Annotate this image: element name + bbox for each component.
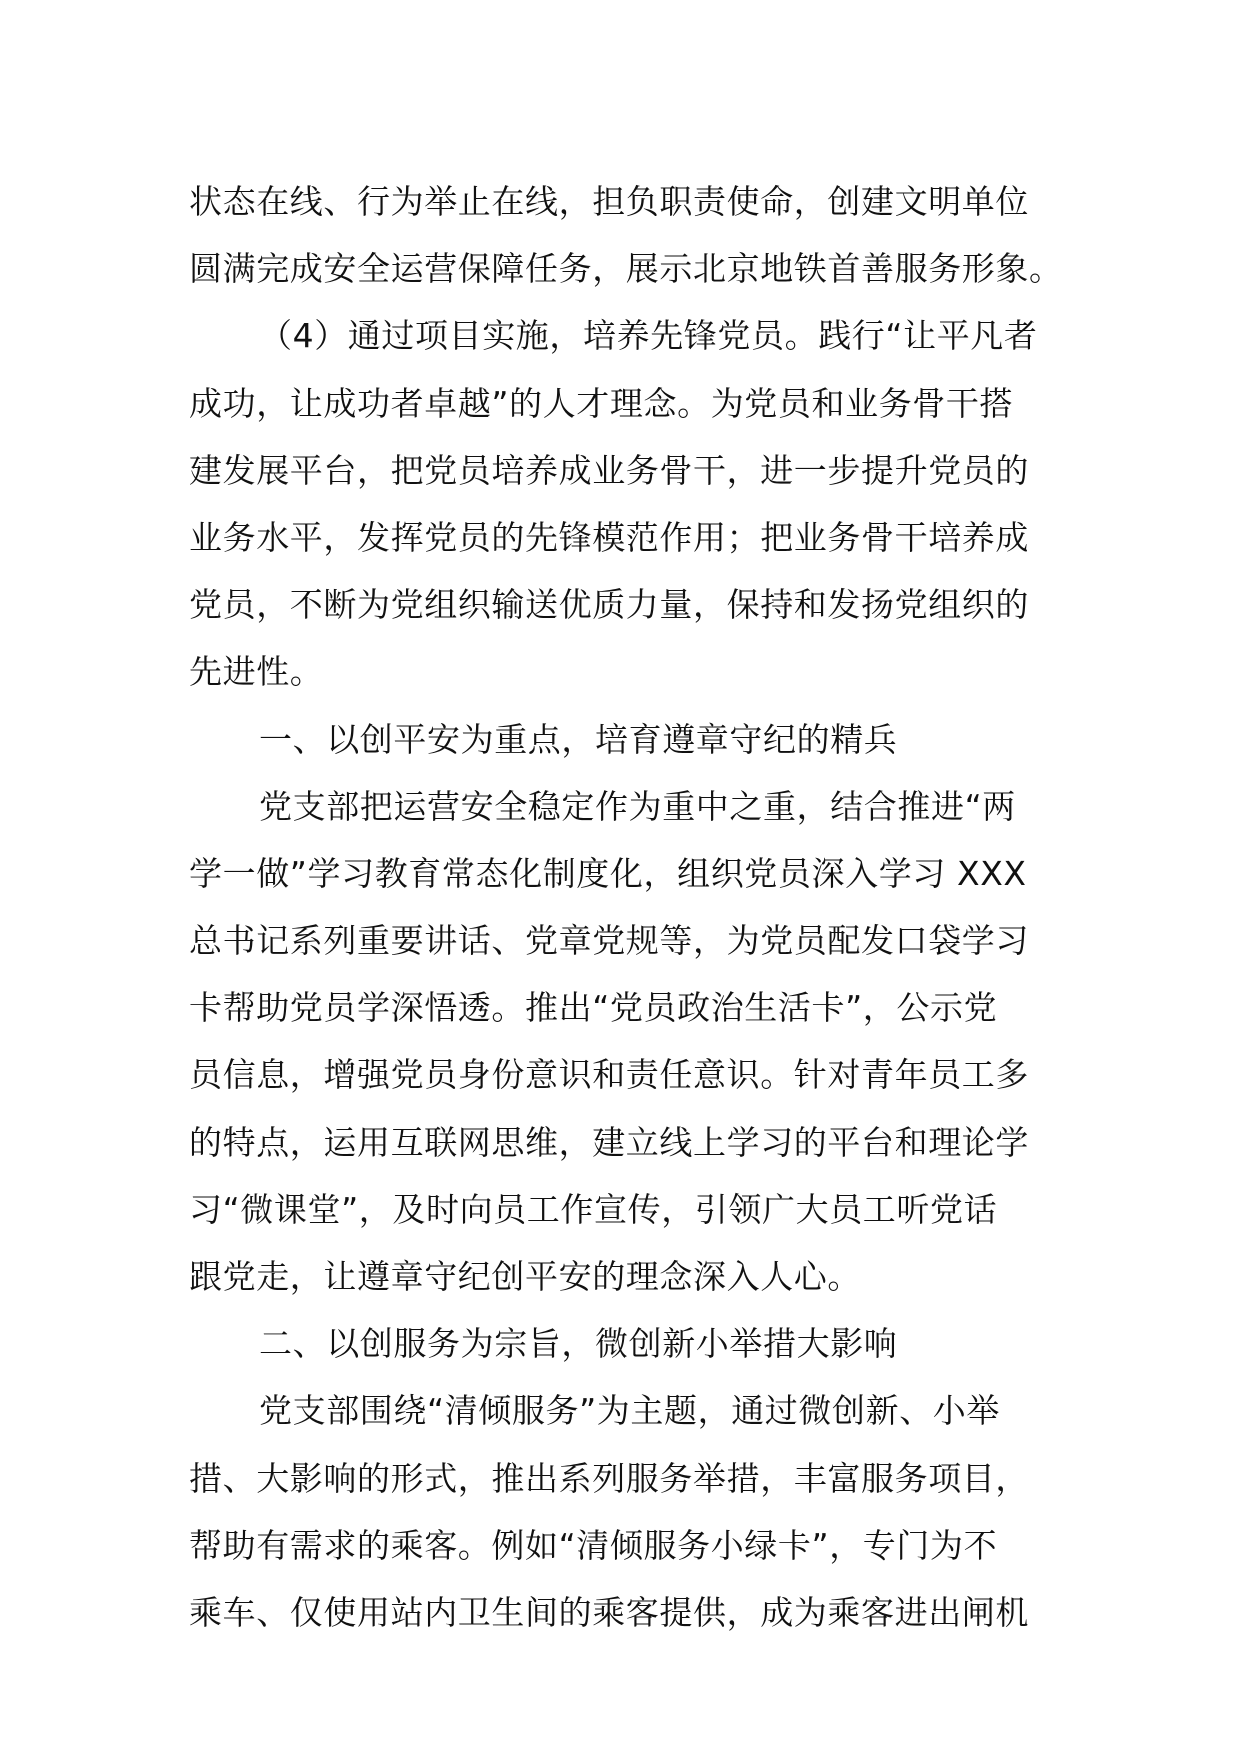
text-line: 总书记系列重要讲话、党章党规等，为党员配发口袋学习: [189, 921, 1029, 961]
text-line: 党员，不断为党组织输送优质力量，保持和发扬党组织的: [189, 585, 1029, 625]
text-line: 先进性。: [189, 652, 324, 692]
text-line: 乘车、仅使用站内卫生间的乘客提供，成为乘客进出闸机: [189, 1592, 1029, 1632]
text-line: 业务水平，发挥党员的先锋模范作用；把业务骨干培养成: [189, 517, 1029, 557]
section-heading: 二、以创服务为宗旨，微创新小举措大影响: [259, 1324, 898, 1364]
text-line: 党支部围绕“清倾服务”为主题，通过微创新、小举: [259, 1391, 1000, 1431]
document-body: [189, 168, 1063, 1646]
text-line: 跟党走，让遵章守纪创平安的理念深入人心。: [189, 1257, 861, 1296]
text-line: 学一做”学习教育常态化制度化，组织党员深入学习 XXX: [189, 853, 1027, 893]
text-line: 卡帮助党员学深悟透。推出“党员政治生活卡”，公示党: [189, 988, 998, 1028]
section-heading: 一、以创平安为重点，培育遵章守纪的精兵: [259, 719, 898, 759]
text-line: 党支部把运营安全稳定作为重中之重，结合推进“两: [259, 786, 1016, 826]
text-line: 成功，让成功者卓越”的人才理念。为党员和业务骨干搭: [189, 383, 1014, 423]
text-line: 建发展平台，把党员培养成业务骨干，进一步提升党员的: [189, 450, 1029, 490]
text-line: 的特点，运用互联网思维，建立线上学习的平台和理论学: [189, 1122, 1029, 1162]
text-line: 习“微课堂”，及时向员工作宣传，引领广大员工听党话: [189, 1189, 998, 1229]
text-line: （4）通过项目实施，培养先锋党员。践行“让平凡者: [259, 316, 1038, 356]
text-line: 帮助有需求的乘客。例如“清倾服务小绿卡”，专门为不: [189, 1525, 998, 1565]
text-line: 圆满完成安全运营保障任务，展示北京地铁首善服务形象。: [189, 249, 1063, 289]
text-line: 措、大影响的形式，推出系列服务举措，丰富服务项目，: [189, 1458, 1029, 1498]
text-line: 员信息，增强党员身份意识和责任意识。针对青年员工多: [189, 1055, 1029, 1095]
text-line: 状态在线、行为举止在线，担负职责使命，创建文明单位: [189, 182, 1029, 221]
